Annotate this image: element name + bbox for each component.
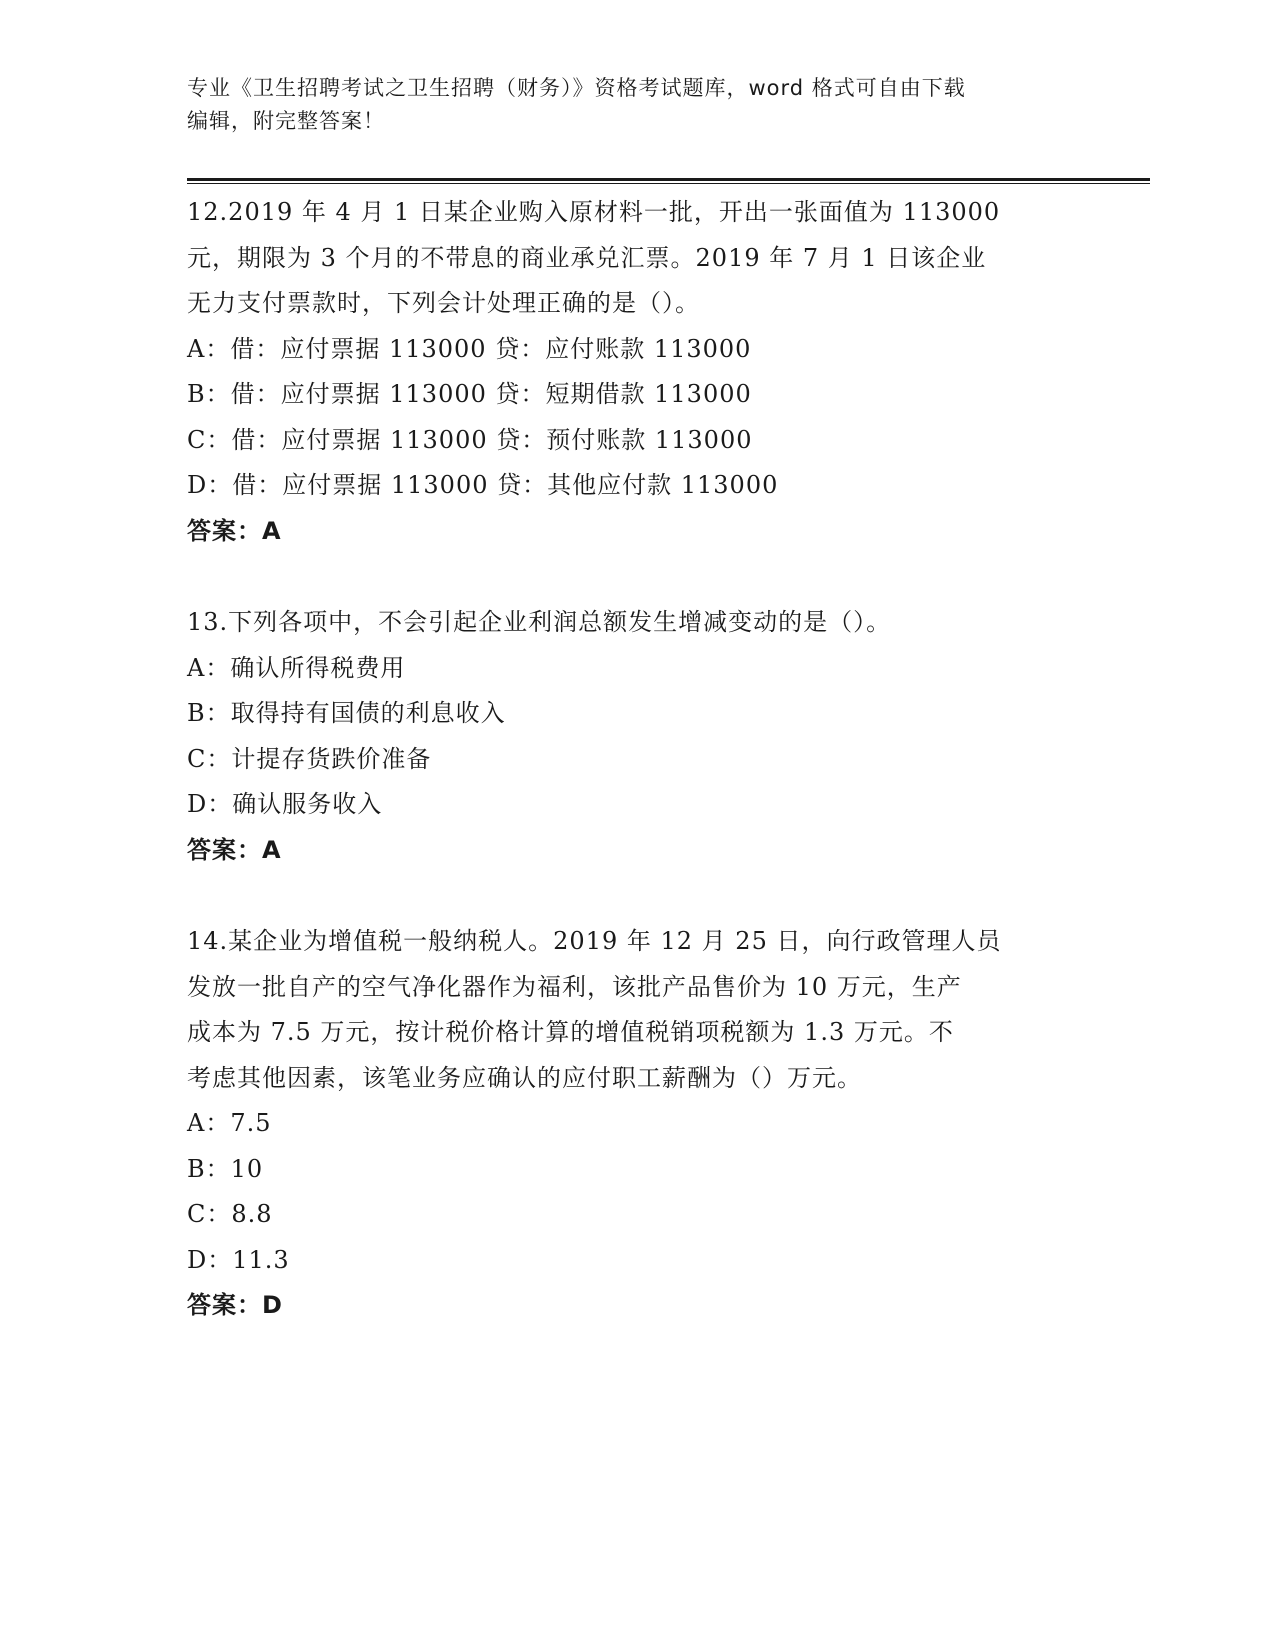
option-b: B：10 <box>187 1154 264 1183</box>
header-line-1: 专业《卫生招聘考试之卫生招聘（财务）》资格考试题库，word 格式可自由下载 <box>187 76 966 100</box>
question-stem-line: 无力支付票款时，下列会计处理正确的是（）。 <box>187 289 700 317</box>
option-d: D：11.3 <box>187 1245 290 1274</box>
option-c: C：8.8 <box>187 1200 273 1228</box>
option-a: A：7.5 <box>187 1109 272 1137</box>
question-list <box>187 190 1087 1375</box>
document-header <box>187 72 1087 138</box>
question-13 <box>187 600 1087 873</box>
option-d: D：借：应付票据 113000 贷：其他应付款 113000 <box>187 471 779 499</box>
question-stem-line: 14.某企业为增值税一般纳税人。2019 年 12 月 25 日，向行政管理人员 <box>187 927 1002 955</box>
answer-label: 答案：D <box>187 1291 283 1319</box>
option-b: B：取得持有国债的利息收入 <box>187 699 506 727</box>
question-stem <box>187 600 1087 646</box>
option-b: B：借：应付票据 113000 贷：短期借款 113000 <box>187 380 752 408</box>
option-c: C：借：应付票据 113000 贷：预付账款 113000 <box>187 425 753 454</box>
option-a: A：确认所得税费用 <box>187 653 406 682</box>
question-stem-line: 元，期限为 3 个月的不带息的商业承兑汇票。2019 年 7 月 1 日该企业 <box>187 243 987 272</box>
header-line-2: 编辑，附完整答案！ <box>187 109 385 133</box>
header-divider-thin <box>187 183 1150 184</box>
question-stem <box>187 190 1087 327</box>
answer-label: 答案：A <box>187 516 282 545</box>
question-stem <box>187 919 1087 1101</box>
option-d: D：确认服务收入 <box>187 790 383 818</box>
question-stem-line: 12.2019 年 4 月 1 日某企业购入原材料一批，开出一张面值为 113000 <box>187 198 1001 226</box>
question-stem-line: 成本为 7.5 万元，按计税价格计算的增值税销项税额为 1.3 万元。不 <box>187 1018 954 1046</box>
answer-label: 答案：A <box>187 835 282 864</box>
question-stem-line: 发放一批自产的空气净化器作为福利，该批产品售价为 10 万元，生产 <box>187 972 962 1001</box>
question-stem-line: 13.下列各项中，不会引起企业利润总额发生增减变动的是（）。 <box>187 608 892 636</box>
option-c: C：计提存货跌价准备 <box>187 744 432 773</box>
header-divider-thick <box>187 178 1150 181</box>
option-a: A：借：应付票据 113000 贷：应付账款 113000 <box>187 334 752 363</box>
question-14 <box>187 919 1087 1329</box>
question-stem-line: 考虑其他因素，该笔业务应确认的应付职工薪酬为（）万元。 <box>187 1063 862 1092</box>
question-12 <box>187 190 1087 554</box>
